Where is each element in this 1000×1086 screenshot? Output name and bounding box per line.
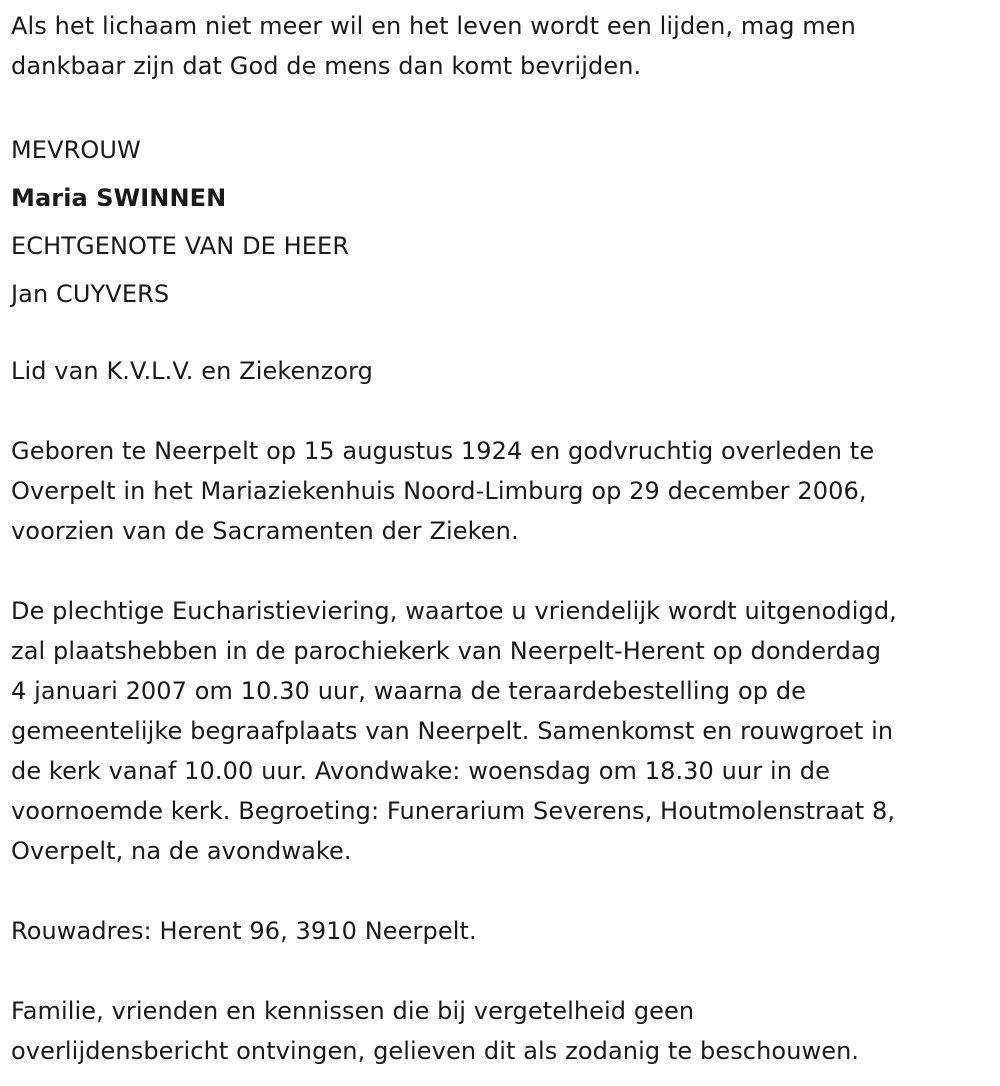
mourning-address: Rouwadres: Herent 96, 3910 Neerpelt.	[11, 917, 477, 945]
intro-line: dankbaar zijn dat God de mens dan komt bevrijden.	[11, 52, 642, 80]
paragraph-line: zal plaatshebben in de parochiekerk van Neerpelt-Herent op donderdag	[11, 637, 882, 665]
paragraph-line: Familie, vrienden en kennissen die bij vergetelheid geen	[11, 997, 695, 1025]
membership-paragraph	[11, 351, 373, 391]
membership-text: Lid van K.V.L.V. en Ziekenzorg	[11, 357, 374, 385]
paragraph-line: voorzien van de Sacramenten der Zieken.	[11, 517, 519, 545]
paragraph-line: De plechtige Eucharistieviering, waartoe u vriendelijk wordt uitgenodigd,	[11, 597, 897, 625]
closing-paragraph	[11, 991, 859, 1071]
relation-text: ECHTGENOTE VAN DE HEER	[11, 232, 350, 260]
honorific: MEVROUW	[11, 136, 141, 164]
paragraph-line: de kerk vanaf 10.00 uur. Avondwake: woensdag om 18.30 uur in de	[11, 757, 830, 785]
paragraph-line: Geboren te Neerpelt op 15 augustus 1924 en godvruchtig overleden te	[11, 437, 875, 465]
intro-verse	[11, 6, 856, 86]
paragraph-line: overlijdensbericht ontvingen, gelieven dit als zodanig te beschouwen.	[11, 1037, 860, 1065]
intro-line: Als het lichaam niet meer wil en het leven wordt een lijden, mag men	[11, 12, 856, 40]
paragraph-line: voornoemde kerk. Begroeting: Funerarium Severens, Houtmolenstraat 8,	[11, 797, 896, 825]
deceased-heading	[11, 126, 349, 318]
ceremony-paragraph	[11, 591, 897, 871]
mourning-address-paragraph	[11, 911, 477, 951]
paragraph-line: gemeentelijke begraafplaats van Neerpelt. Samenkomst en rouwgroet in	[11, 717, 894, 745]
paragraph-line: Overpelt, na de avondwake.	[11, 837, 352, 865]
paragraph-line: Overpelt in het Mariaziekenhuis Noord-Limburg op 29 december 2006,	[11, 477, 867, 505]
paragraph-line: 4 januari 2007 om 10.30 uur, waarna de teraardebestelling op de	[11, 677, 807, 705]
deceased-name: Maria SWINNEN	[11, 184, 227, 212]
birth-death-paragraph	[11, 431, 874, 551]
spouse-name: Jan CUYVERS	[11, 280, 170, 308]
